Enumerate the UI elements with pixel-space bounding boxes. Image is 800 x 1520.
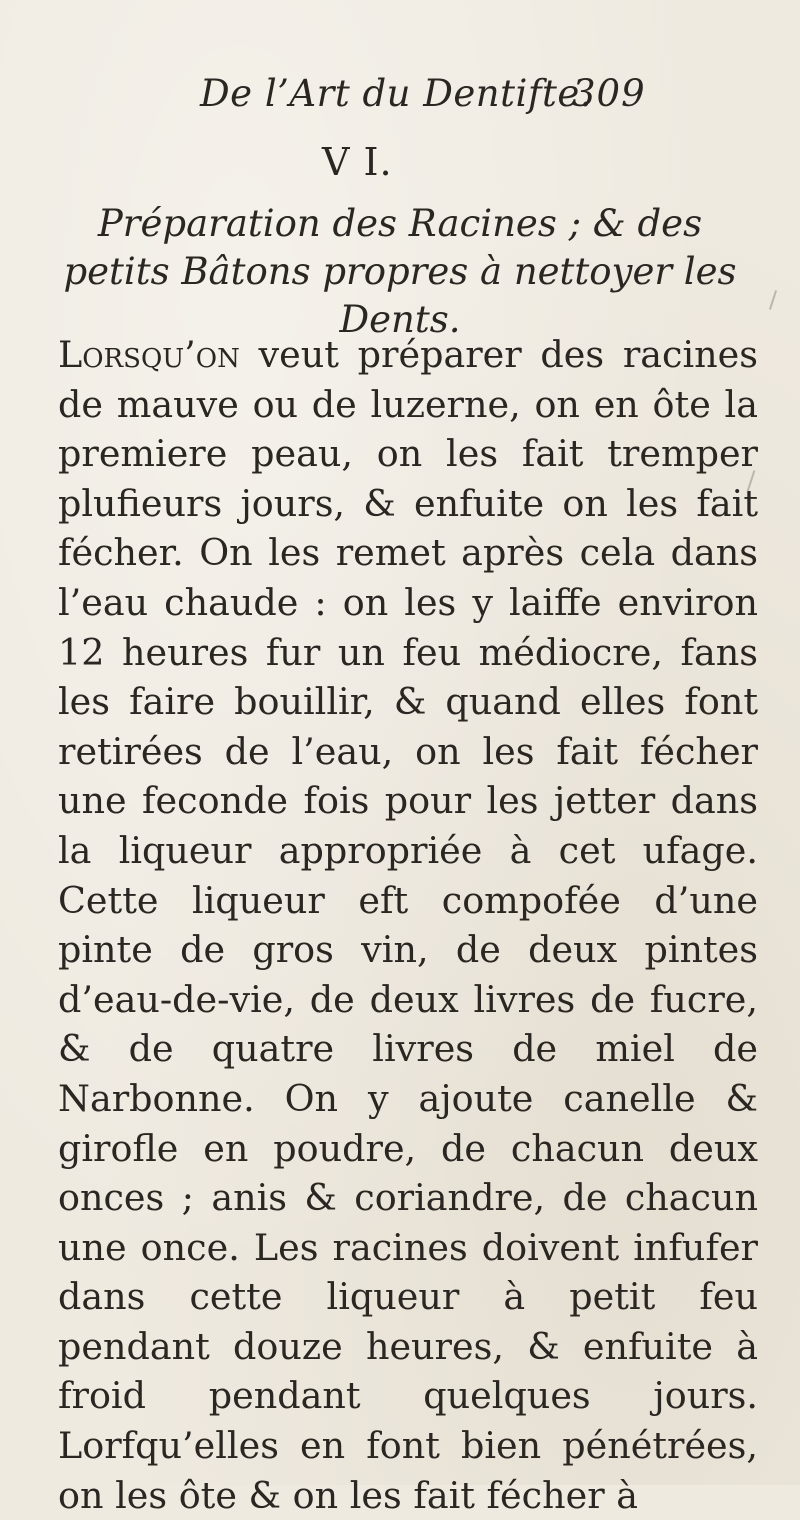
page-number: 309 — [572, 72, 646, 115]
opening-word: Lorsqu’on — [58, 333, 240, 376]
chapter-number: V I. — [322, 140, 393, 184]
running-title: De l’Art du Dentifte. — [200, 72, 593, 115]
margin-mark — [769, 290, 777, 310]
body-paragraph — [58, 330, 758, 1520]
paragraph-text: veut préparer des racines de mauve ou de luzerne, on en ôte la premiere peau, on les fait tremper plufieurs jours, & enfuite on les fait fécher. On les remet après cela dans l’eau chaude : on les y laiffe environ 12 heures fur un feu médiocre, fans les faire bouillir, & quand elles font retirées de l’eau, on les fait fécher une feconde fois pour les jetter dans la liqueur appropriée à cet ufage. Cette liqueur eft compofée d’une pinte de gros vin, de deux pintes d’eau-de-vie, de deux livres de fucre, & de quatre livres de miel de Narbonne. On y ajoute canelle & girofle en poudre, de chacun deux onces ; anis & coriandre, de chacun une once. Les racines doivent infufer dans cette liqueur à petit feu pendant douze heures, & enfuite à froid pendant quelques jours. Lorfqu’elles en font bien pénétrées, on les ôte & on les fait fécher à — [58, 333, 758, 1517]
section-title: Préparation des Racines ; & des petits Bâtons propres à nettoyer les Dents. — [63, 202, 737, 341]
